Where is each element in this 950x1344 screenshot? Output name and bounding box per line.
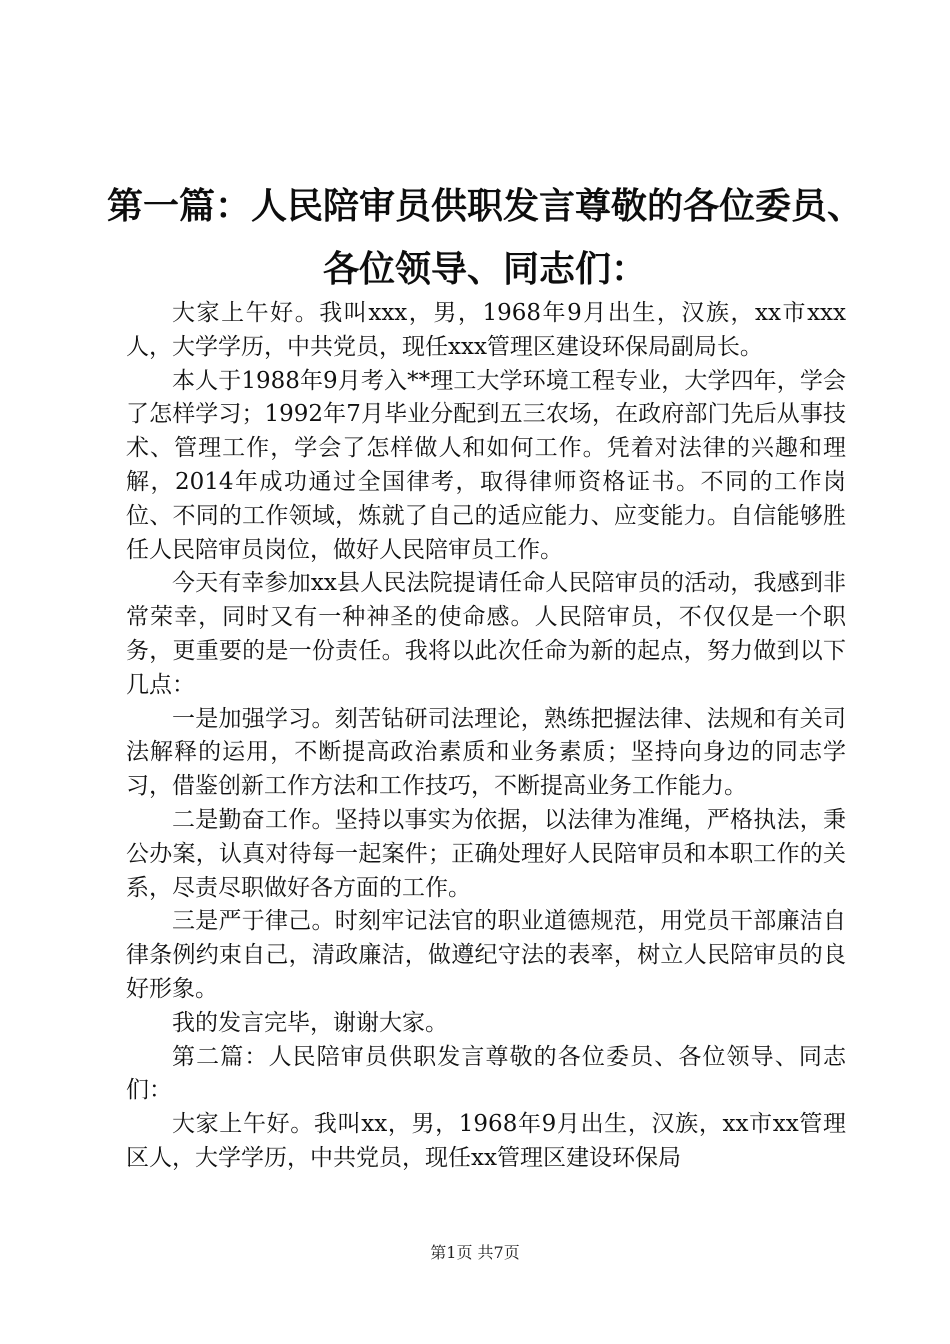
document-title: 第一篇：人民陪审员供职发言尊敬的各位委员、各位领导、同志们：	[106, 185, 863, 290]
page-number-footer: 第1页 共7页	[430, 1243, 520, 1262]
paragraph-2: 本人于1988年9月考入**理工大学环境工程专业，大学四年，学会了怎样学习；1992年7月毕业分配到五三农场，在政府部门先后从事技术、管理工作，学会了怎样做人和如何工作。凭着对法律的兴趣和理解，2014年成功通过全国律考，取得律师资格证书。不同的工作岗位、不同的工作领域，炼就了自己的适应能力、应变能力。自信能够胜任人民陪审员岗位，做好人民陪审员工作。	[126, 367, 846, 563]
document-body	[126, 297, 846, 1176]
paragraph-7: 我的发言完毕，谢谢大家。	[172, 1009, 448, 1036]
paragraph-5: 二是勤奋工作。坚持以事实为依据，以法律为准绳，严格执法，秉公办案，认真对待每一起案件；正确处理好人民陪审员和本职工作的关系，尽责尽职做好各方面的工作。	[126, 806, 846, 901]
paragraph-8: 第二篇：人民陪审员供职发言尊敬的各位委员、各位领导、同志们：	[126, 1043, 846, 1104]
paragraph-3: 今天有幸参加xx县人民法院提请任命人民陪审员的活动，我感到非常荣幸，同时又有一种神圣的使命感。人民陪审员，不仅仅是一个职务，更重要的是一份责任。我将以此次任命为新的起点，努力做到以下几点：	[126, 570, 846, 698]
paragraph-6: 三是严于律己。时刻牢记法官的职业道德规范，用党员干部廉洁自律条例约束自己，清政廉洁，做遵纪守法的表率，树立人民陪审员的良好形象。	[126, 908, 846, 1002]
paragraph-9: 大家上午好。我叫xx，男，1968年9月出生，汉族，xx市xx管理区人，大学学历，中共党员，现任xx管理区建设环保局	[126, 1111, 846, 1171]
paragraph-1: 大家上午好。我叫xxx，男，1968年9月出生，汉族，xx市xxx人，大学学历，中共党员，现任xxx管理区建设环保局副局长。	[126, 300, 846, 360]
paragraph-4: 一是加强学习。刻苦钻研司法理论，熟练把握法律、法规和有关司法解释的运用，不断提高政治素质和业务素质；坚持向身边的同志学习，借鉴创新工作方法和工作技巧，不断提高业务工作能力。	[126, 705, 846, 800]
